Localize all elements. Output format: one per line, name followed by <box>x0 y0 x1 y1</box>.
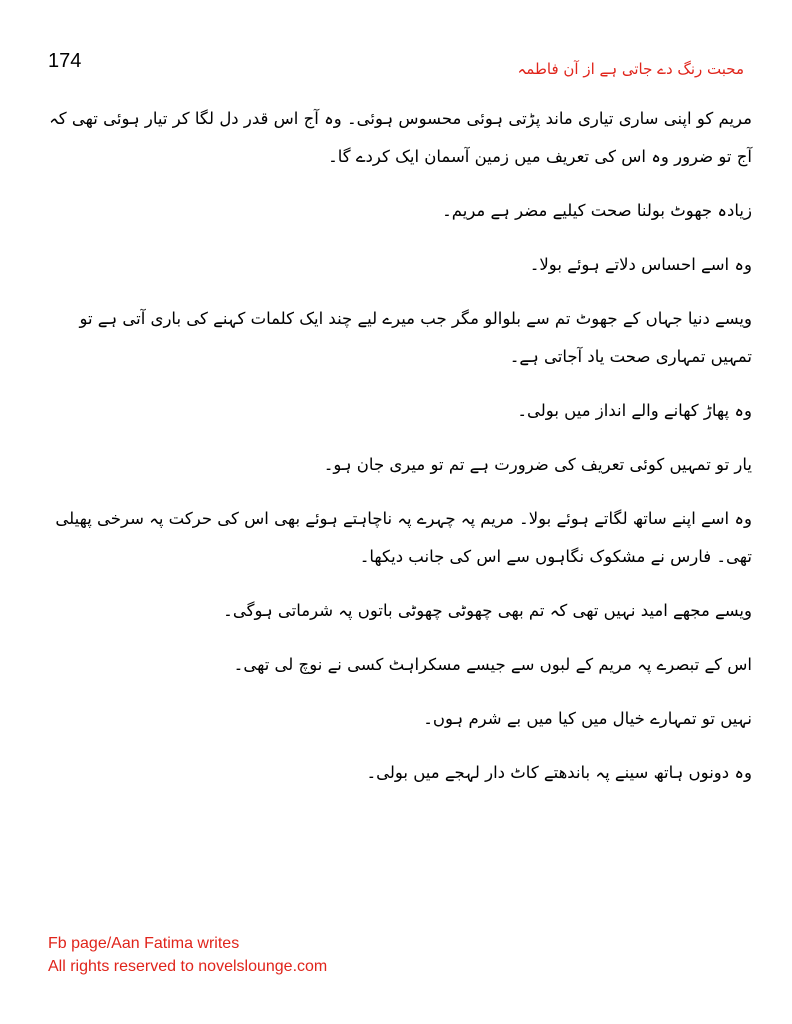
page-number: 174 <box>48 50 82 72</box>
paragraph: زیادہ جھوٹ بولنا صحت کیلیے مضر ہے مریم۔ <box>442 201 752 220</box>
novel-body <box>40 100 752 808</box>
paragraph: یار تو تمہیں کوئی تعریف کی ضرورت ہے تم تو میری جان ہو۔ <box>323 455 752 474</box>
paragraph: نہیں تو تمہارے خیال میں کیا میں بے شرم ہوں۔ <box>423 709 752 728</box>
paragraph: ویسے دنیا جہاں کے جھوٹ تم سے بلوالو مگر جب میرے لیے چند ایک کلمات کہنے کی باری آتی ہے تو تمہیں تمہاری صحت یاد آجاتی ہے۔ <box>79 309 752 366</box>
footer-copyright: All rights reserved to novelslounge.com <box>48 958 328 975</box>
paragraph: ویسے مجھے امید نہیں تھی کہ تم بھی چھوٹی چھوٹی باتوں پہ شرماتی ہوگی۔ <box>223 601 752 620</box>
paragraph: وہ اسے اپنے ساتھ لگاتے ہوئے بولا۔ مریم پہ چہرے پہ ناچاہتے ہوئے بھی اس کی حرکت پہ سرخی پھیلی تھی۔ فارس نے مشکوک نگاہوں سے اس کی جانب دیکھا۔ <box>55 509 752 566</box>
paragraph: وہ اسے احساس دلاتے ہوئے بولا۔ <box>529 255 752 274</box>
footer-fb-page: Fb page/Aan Fatima writes <box>48 935 240 952</box>
footer-credits <box>48 932 327 978</box>
paragraph: مریم کو اپنی ساری تیاری ماند پڑتی ہوئی محسوس ہوئی۔ وہ آج اس قدر دل لگا کر تیار ہوئی تھی کہ آج تو ضرور وہ اس کی تعریف میں زمین آسمان ایک کردے گا۔ <box>49 109 752 166</box>
paragraph: وہ پھاڑ کھانے والے انداز میں بولی۔ <box>517 401 752 420</box>
paragraph: وہ دونوں ہاتھ سینے پہ باندھتے کاٹ دار لہجے میں بولی۔ <box>366 763 752 782</box>
page-header-title: محبت رنگ دے جاتی ہے از آن فاطمہ <box>517 60 744 78</box>
paragraph: اس کے تبصرے پہ مریم کے لبوں سے جیسے مسکراہٹ کسی نے نوچ لی تھی۔ <box>233 655 752 674</box>
